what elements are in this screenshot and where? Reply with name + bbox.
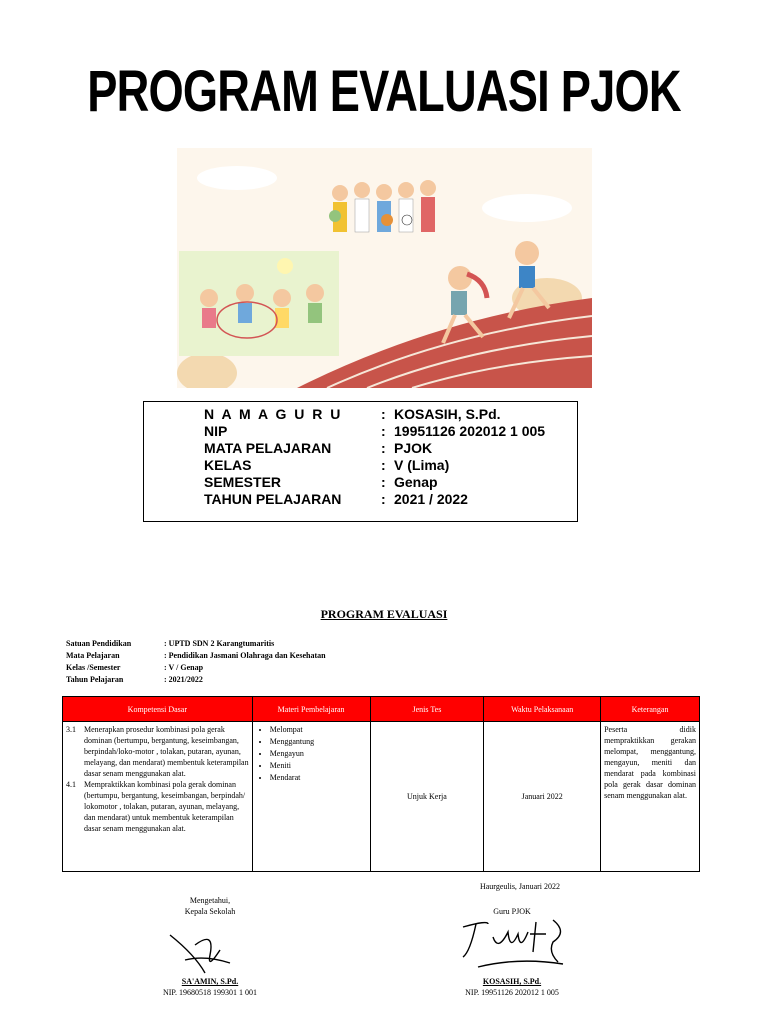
info-colon: : xyxy=(381,474,386,490)
header-kompetensi-dasar: Kompetensi Dasar xyxy=(63,697,253,722)
signature-right-name: KOSASIH, S.Pd. xyxy=(482,977,542,986)
doc-title: PROGRAM EVALUASI xyxy=(320,607,448,621)
kd-item xyxy=(66,779,249,834)
meta-value: : V / Genap xyxy=(164,663,204,672)
kd-text: Menerapkan prosedur kombinasi pola gerak dominan (bertumpu, bergantung, keseimbangan, berpindah/loko-motor , tolakan, putaran, ayunan, melayang, dan mendarat) membentuk keterampilan dasar senam menggunakan alat. xyxy=(84,725,249,778)
signature-left-line2: Kepala Sekolah xyxy=(184,907,236,916)
signature-right-nip: NIP. 19951126 202012 1 005 xyxy=(465,988,559,997)
teacher-info-box xyxy=(143,401,578,522)
signature-left-line1: Mengetahui, xyxy=(189,896,231,905)
kd-number: 4.1 xyxy=(66,780,76,789)
meta-label: Tahun Pelajaran xyxy=(66,675,124,684)
kd-number: 3.1 xyxy=(66,725,76,734)
info-colon: : xyxy=(381,491,386,507)
place-date: Haurgeulis, Januari 2022 xyxy=(479,882,561,891)
list-item: • Mendarat xyxy=(270,772,367,784)
meta-label: Mata Pelajaran xyxy=(66,651,120,660)
kd-text: Mempraktikkan kombinasi pola gerak dominan (bertumpu, bergantung, keseimbangan, berpindah/ lokomotor , tolakan, putaran, ayunan, melayang, dan mendarat) untuk membentuk keterampilan dasar senam menggunakan alat. xyxy=(84,780,246,833)
cover-illustration xyxy=(177,148,592,388)
cell-materi xyxy=(252,722,370,872)
cell-keterangan: Peserta didik mempraktikkan gerakan melompat, menggantung, mengayun, meniti dan mendarat pada kombinasi pola gerak dasar dominan senam menggunakan alat. xyxy=(601,722,700,872)
list-item: • Menggantung xyxy=(270,736,367,748)
signature-left-nip: NIP. 19680518 199301 1 001 xyxy=(162,988,257,997)
header-keterangan: Keterangan xyxy=(601,697,700,722)
info-colon: : xyxy=(381,457,386,473)
meta-value: : 2021/2022 xyxy=(164,675,203,684)
info-colon: : xyxy=(381,406,386,422)
header-waktu-pelaksanaan: Waktu Pelaksanaan xyxy=(484,697,601,722)
table-row xyxy=(63,722,700,872)
header-jenis-tes: Jenis Tes xyxy=(370,697,484,722)
info-value: V (Lima) xyxy=(394,457,450,473)
cell-kompetensi-dasar xyxy=(63,722,253,872)
info-value: Genap xyxy=(394,474,438,490)
headmaster-signature xyxy=(165,925,235,977)
meta-value: : Pendidikan Jasmani Olahraga dan Kesehatan xyxy=(164,651,326,660)
meta-value: : UPTD SDN 2 Karangtumaritis xyxy=(164,639,275,648)
info-colon: : xyxy=(381,423,386,439)
teacher-signature xyxy=(458,912,573,974)
info-label: KELAS xyxy=(204,457,252,473)
cover-title: PROGRAM EVALUASI PJOK xyxy=(87,59,681,124)
meta-label: Kelas /Semester xyxy=(66,663,121,672)
materi-list xyxy=(256,724,367,784)
list-item: • Melompat xyxy=(270,724,367,736)
info-value: KOSASIH, S.Pd. xyxy=(394,406,501,422)
info-colon: : xyxy=(381,440,386,456)
table-header-row xyxy=(63,697,700,722)
header-materi-pembelajaran: Materi Pembelajaran xyxy=(252,697,370,722)
info-label: N A M A G U R U xyxy=(204,406,343,422)
evaluation-table xyxy=(62,696,700,872)
info-label: TAHUN PELAJARAN xyxy=(204,491,342,507)
list-item: • Mengayun xyxy=(270,748,367,760)
info-label: NIP xyxy=(204,423,228,439)
cell-waktu: Januari 2022 xyxy=(484,722,601,872)
info-value: 2021 / 2022 xyxy=(394,491,468,507)
meta-label: Satuan Pendidikan xyxy=(66,639,132,648)
signature-right-line1: Guru PJOK xyxy=(493,907,531,916)
info-label: MATA PELAJARAN xyxy=(204,440,332,456)
info-value: 19951126 202012 1 005 xyxy=(394,423,546,439)
list-item: • Meniti xyxy=(270,760,367,772)
info-label: SEMESTER xyxy=(204,474,282,490)
signature-left-name: SA'AMIN, S.Pd. xyxy=(181,977,239,986)
kd-item xyxy=(66,724,249,779)
info-value: PJOK xyxy=(394,440,433,456)
cell-jenis-tes: Unjuk Kerja xyxy=(370,722,484,872)
